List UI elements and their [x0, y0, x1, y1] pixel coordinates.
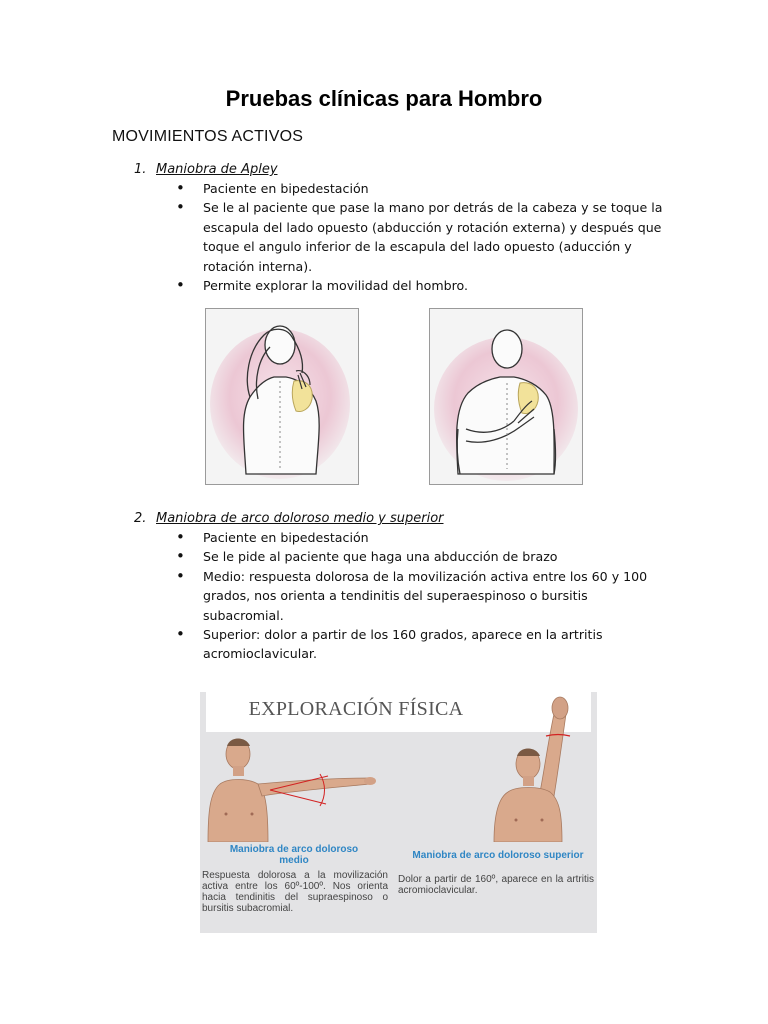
- item-title-text: Maniobra de arco doloroso medio y superior: [156, 511, 444, 526]
- item-number: 1.: [134, 162, 147, 177]
- arco-superior-description: Dolor a partir de 160º, aparece en la artritis acromioclavicular.: [398, 874, 594, 896]
- list-item: • Paciente en bipedestación: [176, 528, 666, 547]
- arco-superior-illustration: [480, 692, 597, 842]
- item-title-text: Maniobra de Apley: [156, 162, 278, 177]
- page-title: Pruebas clínicas para Hombro: [225, 86, 543, 111]
- item-arco-doloroso-title: [134, 511, 444, 526]
- list-item: • Permite explorar la movilidad del hombro.: [176, 276, 666, 295]
- arco-doloroso-bullet-list: [176, 528, 666, 664]
- list-item: • Medio: respuesta dolorosa de la movilización activa entre los 60 y 100 grados, nos orienta a tendinitis del superaespinoso o bursitis subacromial.: [176, 567, 666, 625]
- list-item: • Superior: dolor a partir de los 160 grados, aparece en la artritis acromioclavicular.: [176, 625, 666, 664]
- apley-illustration-external-rotation: [205, 308, 359, 485]
- apley-illustration-internal-rotation: [429, 308, 583, 485]
- section-heading: MOVIMIENTOS ACTIVOS: [112, 128, 304, 145]
- exploracion-fisica-figure: [200, 692, 597, 933]
- item-number: 2.: [134, 511, 147, 526]
- arco-medio-illustration: [200, 732, 400, 842]
- arco-medio-caption: Maniobra de arco doloroso medio: [229, 844, 359, 866]
- apley-bullet-list: [176, 179, 666, 295]
- list-item: • Se le al paciente que pase la mano por detrás de la cabeza y se toque la escapula del lado opuesto (abducción y rotación externa) y después que toque el angulo inferior de la escapula del lado opuesto (aducción y rotación interna).: [176, 198, 666, 276]
- list-item: • Se le pide al paciente que haga una abducción de brazo: [176, 547, 666, 566]
- arco-medio-description: Respuesta dolorosa a la movilización activa entre los 60º-100º. Nos orienta hacia tendinitis del supraespinoso o bursitis subacromial.: [202, 870, 388, 914]
- list-item: • Paciente en bipedestación: [176, 179, 666, 198]
- item-apley-title: [134, 162, 278, 177]
- figure-title: EXPLORACIÓN FÍSICA: [248, 698, 464, 720]
- arco-superior-caption: Maniobra de arco doloroso superior: [412, 850, 584, 861]
